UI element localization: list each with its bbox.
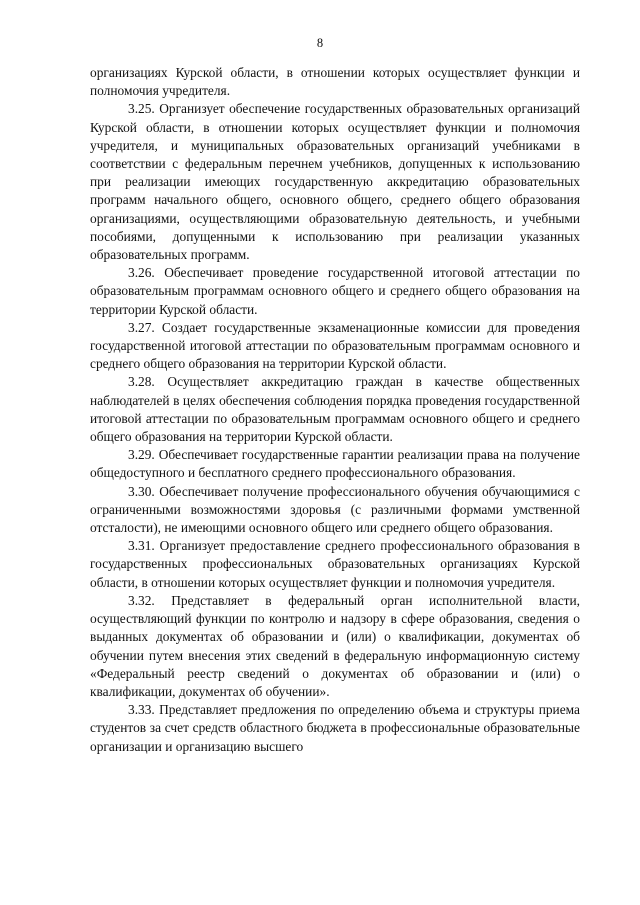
page-number: 8 — [316, 36, 324, 50]
paragraph-3-28: 3.28. Осуществляет аккредитацию граждан в качестве общественных наблюдателей в целях обеспечения соблюдения порядка проведения государственной итоговой аттестации по образовательным программам основного общего и среднего общего образования на территории Курской области. — [90, 374, 580, 445]
paragraph-3-31: 3.31. Организует предоставление среднего профессионального образования в государственных профессиональных образовательных организациях Курской области, в отношении которых осуществляет функции и полномочия учредителя. — [90, 538, 580, 590]
paragraph-3-26: 3.26. Обеспечивает проведение государственной итоговой аттестации по образовательным программам основного общего и среднего общего образования на территории Курской области. — [90, 265, 580, 317]
paragraph-3-29: 3.29. Обеспечивает государственные гарантии реализации права на получение общедоступного и бесплатного среднего профессионального образования. — [90, 447, 580, 481]
paragraph-3-25: 3.25. Организует обеспечение государственных образовательных организаций Курской области, в отношении которых осуществляет функции и полномочия учредителя, и муниципальных образовательных организаций учебниками в соответствии с федеральным перечнем учебников, допущенных к использованию при реализации имеющих государственную аккредитацию образовательных программ начального общего, основного общего, среднего общего образования организациями, осуществляющими образовательную деятельность, и учебными пособиями, допущенными к использованию при реализации указанных образовательных программ. — [90, 101, 580, 263]
paragraph-3-32: 3.32. Представляет в федеральный орган исполнительной власти, осуществляющий функции по контролю и надзору в сфере образования, сведения о выданных документах об образовании и (или) о квалификации, документах об обучении путем внесения этих сведений в федеральную информационную систему «Федеральный реестр сведений о документах об образовании и (или) о квалификации, документах об обучении». — [90, 592, 580, 699]
paragraph-3-33: 3.33. Представляет предложения по определению объема и структуры приема студентов за счет средств областного бюджета в профессиональные образовательные организации и организацию высшего — [90, 702, 580, 754]
paragraph-3-27: 3.27. Создает государственные экзаменационные комиссии для проведения государственной итоговой аттестации по образовательным программам основного и среднего общего образования на территории Курской области. — [90, 319, 580, 372]
paragraph-continuation: организациях Курской области, в отношении которых осуществляет функции и полномочия учредителя. — [90, 65, 580, 99]
paragraph-3-30: 3.30. Обеспечивает получение профессионального обучения обучающимися с ограниченными возможностями здоровья (с различными формами умственной отсталости), не имеющими основного общего или среднего общего образования. — [90, 483, 580, 536]
body-text — [90, 64, 580, 756]
